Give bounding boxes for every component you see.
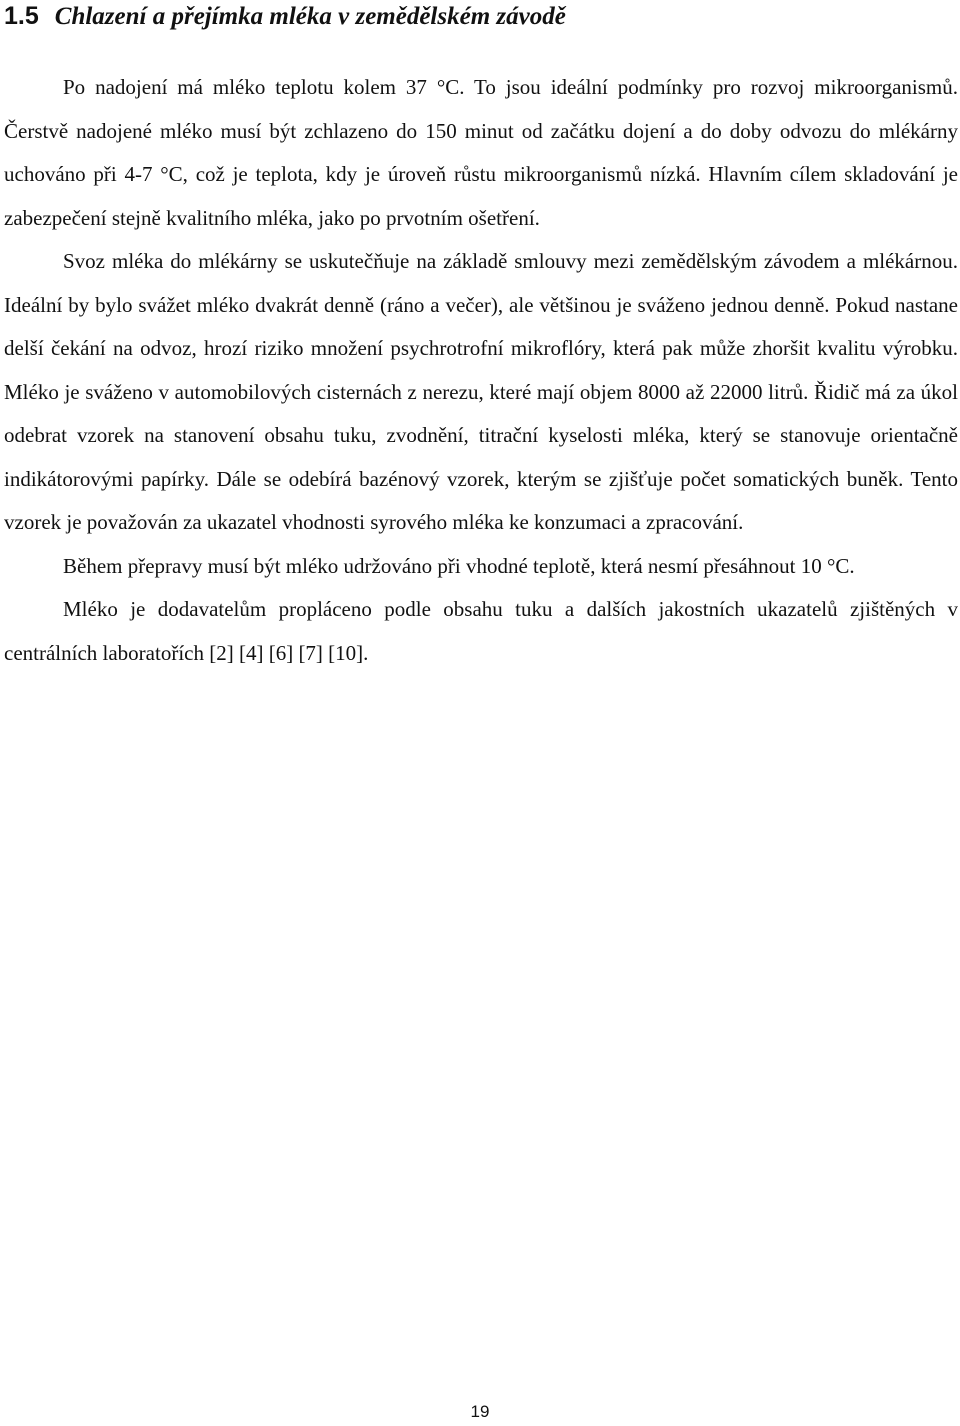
section-heading — [4, 0, 566, 33]
paragraph-transport-temperature: Během přepravy musí být mléko udržováno při vhodné teplotě, která nesmí přesáhnout 10 °C. — [63, 553, 855, 578]
paragraph-payment: Mléko je dodavatelům propláceno podle obsahu tuku a dalších jakostních ukazatelů zjištěných v centrálních laboratořích [2] [4] [6] [7] [10]. — [4, 597, 958, 665]
section-number: 1.5 — [4, 2, 39, 30]
paragraph-collection: Svoz mléka do mlékárny se uskutečňuje na základě smlouvy mezi zemědělským závodem a mlékárnou. Ideální by bylo svážet mléko dvakrát denně (ráno a večer), ale většinou je sváženo jednou denně. Pokud nastane delší čekání na odvoz, hrozí riziko množení psychrotrofní mikroflóry, která pak může zhoršit kvalitu výrobku. Mléko je sváženo v automobilových cisternách z nerezu, které mají objem 8000 až 22000 litrů. Řidič má za úkol odebrat vzorek na stanovení obsahu tuku, zvodnění, titrační kyselosti mléka, který se stanovuje orientačně indikátorovými papírky. Dále se odebírá bazénový vzorek, kterým se zjišťuje počet somatických buněk. Tento vzorek je považován za ukazatel vhodnosti syrového mléka ke konzumaci a zpracování. — [4, 249, 958, 534]
page-number: 19 — [470, 1402, 490, 1421]
paragraph-cooling: Po nadojení má mléko teplotu kolem 37 °C. To jsou ideální podmínky pro rozvoj mikroorganismů. Čerstvě nadojené mléko musí být zchlazeno do 150 minut od začátku dojení a do doby odvozu do mlékárny uchováno při 4-7 °C, což je teplota, kdy je úroveň růstu mikroorganismů nízká. Hlavním cílem skladování je zabezpečení stejně kvalitního mléka, jako po prvotním ošetření. — [4, 75, 958, 230]
section-title: Chlazení a přejímka mléka v zemědělském závodě — [54, 3, 566, 30]
section-body — [4, 66, 958, 675]
